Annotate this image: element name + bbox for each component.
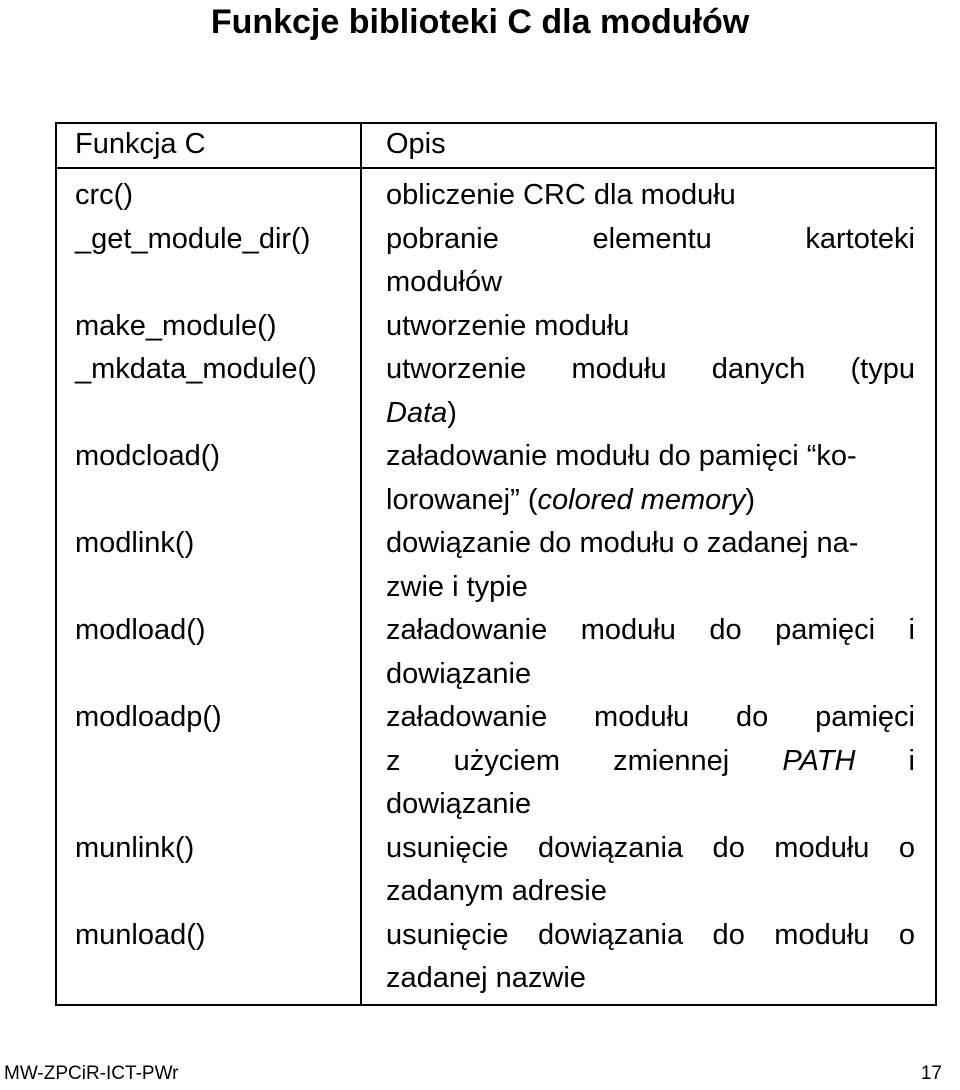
function-name: modlink() bbox=[75, 527, 195, 559]
function-description bbox=[360, 696, 937, 827]
function-name: crc() bbox=[75, 179, 133, 211]
description-text: ) bbox=[447, 396, 457, 429]
description-line bbox=[386, 827, 915, 871]
description-line bbox=[386, 261, 915, 305]
description-line bbox=[386, 218, 915, 262]
table-row bbox=[55, 218, 937, 305]
function-name: make_module() bbox=[75, 309, 277, 342]
description-text: załadowanie modułu do pamięci i bbox=[386, 614, 915, 646]
function-name: modcload() bbox=[75, 440, 221, 472]
table-row bbox=[55, 609, 937, 696]
description-line bbox=[386, 174, 915, 218]
emphasized-text: Data bbox=[386, 396, 448, 429]
table-row bbox=[55, 305, 937, 349]
description-text: usunięcie dowiązania do modułu o bbox=[386, 918, 915, 951]
table-row bbox=[55, 696, 937, 827]
header-divider bbox=[55, 167, 937, 169]
column-header-description: Opis bbox=[386, 128, 446, 160]
page-number: 17 bbox=[920, 1063, 942, 1084]
table-row bbox=[55, 914, 937, 1001]
description-text: zadanym adresie bbox=[386, 875, 607, 907]
description-text: i bbox=[855, 744, 915, 777]
description-line bbox=[386, 348, 915, 392]
emphasized-text: PATH bbox=[782, 744, 856, 777]
column-header-function: Funkcja C bbox=[75, 128, 206, 160]
table-row bbox=[55, 174, 937, 218]
description-line bbox=[386, 609, 915, 653]
emphasized-text: colored memory bbox=[537, 483, 746, 516]
function-name: modload() bbox=[75, 614, 206, 646]
description-text: dowiązanie bbox=[386, 657, 532, 690]
page-title: Funkcje biblioteki C dla modułów bbox=[210, 3, 750, 41]
function-description bbox=[360, 827, 937, 914]
description-line bbox=[386, 435, 915, 479]
description-line bbox=[386, 653, 915, 697]
description-text: lorowanej” ( bbox=[386, 483, 538, 516]
description-line bbox=[386, 479, 915, 523]
function-name: _get_module_dir() bbox=[75, 222, 311, 255]
description-line bbox=[386, 696, 915, 740]
description-text: dowiązanie bbox=[386, 788, 532, 820]
function-description bbox=[360, 305, 937, 349]
table-row bbox=[55, 435, 937, 522]
function-name: _mkdata_module() bbox=[75, 353, 317, 385]
function-description bbox=[360, 522, 937, 609]
function-description bbox=[360, 914, 937, 1001]
description-text: pobranie elementu kartoteki bbox=[386, 222, 915, 255]
description-line bbox=[386, 305, 915, 349]
description-text: utworzenie modułu danych (typu bbox=[386, 353, 915, 385]
description-line bbox=[386, 783, 915, 827]
description-text: z użyciem zmiennej bbox=[386, 744, 783, 777]
description-text: zwie i typie bbox=[386, 570, 528, 603]
description-line bbox=[386, 566, 915, 610]
description-text: dowiązanie do modułu o zadanej na- bbox=[386, 527, 859, 559]
table-body bbox=[55, 174, 937, 1001]
description-line bbox=[386, 522, 915, 566]
description-line bbox=[386, 392, 915, 436]
function-description bbox=[360, 435, 937, 522]
description-text: modułów bbox=[386, 266, 503, 298]
description-text: załadowanie modułu do pamięci bbox=[386, 701, 915, 733]
description-text: ) bbox=[745, 483, 756, 516]
description-text: utworzenie modułu bbox=[386, 309, 630, 342]
description-text: usunięcie dowiązania do modułu o bbox=[386, 831, 915, 864]
footer-label: MW-ZPCiR-ICT-PWr bbox=[4, 1063, 179, 1084]
description-text: załadowanie modułu do pamięci “ko- bbox=[386, 440, 857, 472]
table-row bbox=[55, 522, 937, 609]
description-text: zadanej nazwie bbox=[386, 962, 586, 994]
function-description bbox=[360, 174, 937, 218]
function-description bbox=[360, 609, 937, 696]
function-name: munlink() bbox=[75, 831, 195, 864]
function-name: modloadp() bbox=[75, 701, 222, 733]
table-row bbox=[55, 348, 937, 435]
description-line bbox=[386, 914, 915, 958]
description-line bbox=[386, 957, 915, 1001]
function-name: munload() bbox=[75, 918, 206, 951]
description-line bbox=[386, 870, 915, 914]
description-text: obliczenie CRC dla modułu bbox=[386, 179, 736, 211]
function-description bbox=[360, 348, 937, 435]
description-line bbox=[386, 740, 915, 784]
table-row bbox=[55, 827, 937, 914]
function-description bbox=[360, 218, 937, 305]
